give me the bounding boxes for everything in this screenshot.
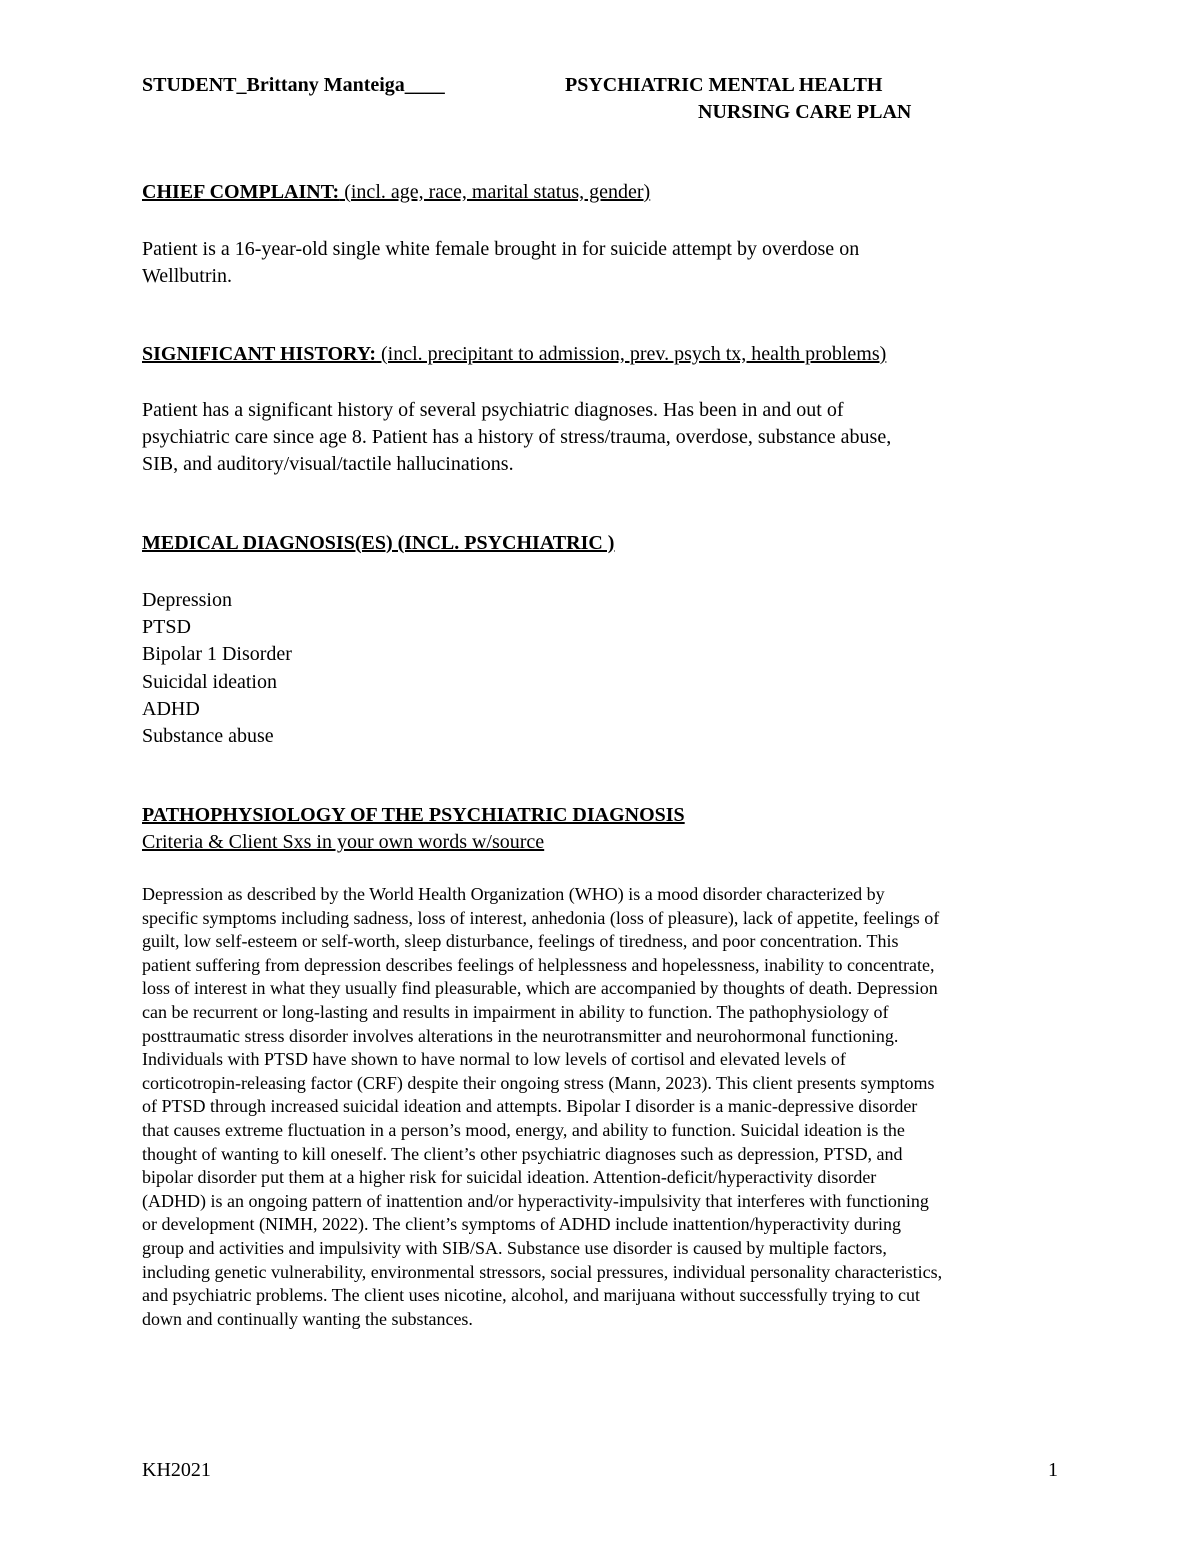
pathophysiology-text: [142, 883, 1062, 1331]
text-line: guilt, low self-esteem or self-worth, sleep disturbance, feelings of tiredness, and poor concentration. This: [142, 931, 899, 952]
text-line: Patient is a 16-year-old single white female brought in for suicide attempt by overdose on: [142, 238, 860, 260]
text-line: and psychiatric problems. The client uses nicotine, alcohol, and marijuana without successfully trying to cut: [142, 1285, 920, 1306]
text-line: loss of interest in what they usually find pleasurable, which are accompanied by thoughts of death. Depression: [142, 978, 938, 999]
document-title-line1: PSYCHIATRIC MENTAL HEALTH: [565, 74, 883, 96]
text-line: group and activities and impulsivity with SIB/SA. Substance use disorder is caused by multiple factors,: [142, 1237, 887, 1258]
chief-complaint-label: CHIEF COMPLAINT:: [142, 181, 340, 203]
diagnosis-item: Bipolar 1 Disorder: [142, 643, 292, 666]
text-line: down and continually wanting the substances.: [142, 1308, 473, 1329]
text-line: that causes extreme fluctuation in a person’s mood, energy, and ability to function. Suicidal ideation is the: [142, 1119, 905, 1140]
page-number: 1: [1048, 1459, 1058, 1481]
text-line: can be recurrent or long-lasting and results in impairment in ability to function. The pathophysiology of: [142, 1001, 889, 1022]
diagnosis-item: Substance abuse: [142, 725, 274, 748]
chief-complaint-note: (incl. age, race, marital status, gender): [339, 181, 651, 203]
text-line: (ADHD) is an ongoing pattern of inattention and/or hyperactivity-impulsivity that interferes with functioning: [142, 1190, 929, 1211]
text-line: or development (NIMH, 2022). The client’s symptoms of ADHD include inattention/hyperactivity during: [142, 1214, 902, 1235]
diagnosis-item: Depression: [142, 589, 232, 611]
text-line: bipolar disorder put them at a higher risk for suicidal ideation. Attention-deficit/hyperactivity disorder: [142, 1167, 877, 1188]
diagnosis-list: [142, 587, 292, 750]
text-line: psychiatric care since age 8. Patient has a history of stress/trauma, overdose, substance abuse,: [142, 426, 892, 448]
text-line: posttraumatic stress disorder involves alterations in the neurotransmitter and neurohormonal functioning.: [142, 1025, 899, 1046]
document-title-line2: NURSING CARE PLAN: [698, 101, 912, 123]
text-line: SIB, and auditory/visual/tactile hallucinations.: [142, 453, 514, 475]
pathophysiology-label: PATHOPHYSIOLOGY OF THE PSYCHIATRIC DIAGNOSIS: [142, 804, 685, 826]
text-line: corticotropin-releasing factor (CRF) despite their ongoing stress (Mann, 2023). This client presents symptoms: [142, 1072, 935, 1093]
text-line: Depression as described by the World Health Organization (WHO) is a mood disorder characterized by: [142, 884, 885, 904]
chief-complaint-text: [142, 236, 1042, 290]
pathophysiology-subheading: Criteria & Client Sxs in your own words w/source: [142, 831, 545, 853]
footer-code: KH2021: [142, 1459, 211, 1481]
diagnosis-item: ADHD: [142, 697, 200, 720]
text-line: patient suffering from depression describes feelings of helplessness and hopelessness, inability to concentrate,: [142, 954, 935, 975]
significant-history-heading: [142, 343, 886, 366]
text-line: Patient has a significant history of several psychiatric diagnoses. Has been in and out of: [142, 399, 844, 421]
significant-history-note: (incl. precipitant to admission, prev. psych tx, health problems): [376, 343, 887, 365]
significant-history-text: [142, 397, 1042, 478]
text-line: thought of wanting to kill oneself. The client’s other psychiatric diagnoses such as depression, PTSD, and: [142, 1143, 903, 1164]
medical-diagnoses-label: MEDICAL DIAGNOSIS(ES) (INCL. PSYCHIATRIC ): [142, 532, 615, 554]
text-line: Individuals with PTSD have shown to have normal to low levels of cortisol and elevated levels of: [142, 1049, 846, 1070]
medical-diagnoses-heading: [142, 532, 614, 555]
diagnosis-item: Suicidal ideation: [142, 670, 277, 693]
text-line: of PTSD through increased suicidal ideation and attempts. Bipolar I disorder is a manic-depressive disorder: [142, 1096, 918, 1117]
text-line: specific symptoms including sadness, loss of interest, anhedonia (loss of pleasure), lack of appetite, feelings of: [142, 907, 940, 928]
significant-history-label: SIGNIFICANT HISTORY:: [142, 343, 377, 365]
diagnosis-item: PTSD: [142, 616, 191, 639]
text-line: Wellbutrin.: [142, 265, 233, 287]
text-line: including genetic vulnerability, environmental stressors, social pressures, individual personality characteristics,: [142, 1261, 943, 1282]
pathophysiology-heading: [142, 804, 685, 827]
student-name: STUDENT_Brittany Manteiga____: [142, 74, 445, 96]
chief-complaint-heading: [142, 181, 650, 204]
